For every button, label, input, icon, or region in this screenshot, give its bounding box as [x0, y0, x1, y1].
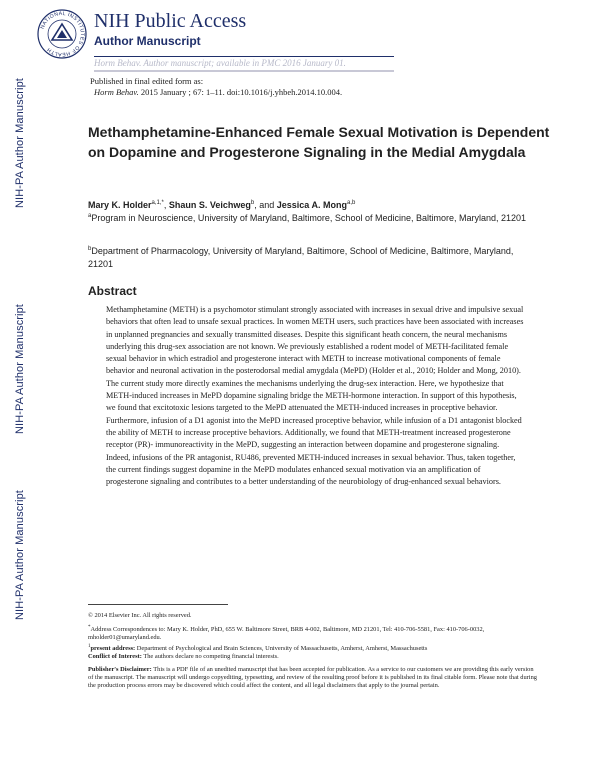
- author-sep: , and: [254, 200, 277, 210]
- author-name: Mary K. Holder: [88, 200, 152, 210]
- footnote-correspondence: [88, 624, 540, 643]
- footnote-rule: [88, 604, 228, 605]
- footnote-conflict: [88, 653, 540, 661]
- svg-text:NATIONAL INSTITUTES OF HEALTH: NATIONAL INSTITUTES OF HEALTH: [39, 10, 86, 58]
- footnote-correspondence-text: Address Correspondences to: Mary K. Holder, PhD, 655 W. Baltimore Street, BRB 4-002, Baltimore, MD 21201, Tel: 410-706-5581, Fax: 410-706-0032, mholder01@umaryland.edu.: [88, 626, 485, 642]
- article-title: Methamphetamine-Enhanced Female Sexual Motivation is Dependent on Dopamine and Progesterone Signaling in the Medial Amygdala: [88, 124, 550, 160]
- footnote-copyright: © 2014 Elsevier Inc. All rights reserved.: [88, 612, 192, 619]
- footnote-disclaimer-text: This is a PDF file of an unedited manuscript that has been accepted for publication. As a service to our customers we are providing this early version of the manuscript. The manuscript will undergo copyediting, typesetting, and review of the resulting proof before it is published in its final citable form. Please note that during the production process errors may be discovered which could affect the content, and all legal disclaimers that apply to the journal pertain.: [88, 666, 537, 690]
- nih-seal-logo: [36, 8, 88, 60]
- footnote-sup: *: [88, 625, 91, 630]
- brand-subtitle: Author Manuscript: [94, 34, 201, 48]
- side-label-top: NIH-PA Author Manuscript: [14, 78, 26, 208]
- affiliation-text: Department of Pharmacology, University of Maryland, Baltimore, School of Medicine, Baltimore, Maryland, 21201: [88, 246, 514, 269]
- side-label-bottom: NIH-PA Author Manuscript: [14, 490, 26, 620]
- publication-citation: [90, 87, 342, 98]
- author-sup: a,1,*: [151, 200, 164, 206]
- affiliation-sup: a: [88, 213, 92, 219]
- author-name: Shaun S. Veichweg: [168, 200, 251, 210]
- publication-label: Published in final edited form as:: [90, 76, 204, 86]
- brand-title: NIH Public Access: [94, 10, 247, 32]
- footnote-disclaimer-label: Publisher's Disclaimer:: [88, 666, 152, 673]
- publication-journal: Horm Behav.: [94, 87, 139, 97]
- author-sup: b: [250, 200, 255, 206]
- publication-info: [90, 76, 342, 98]
- footnote-sup: 1: [88, 644, 91, 649]
- footnote-present-text: Department of Psychological and Brain Sciences, University of Massachusetts, Amherst, Amherst, Massachusetts: [135, 645, 428, 653]
- publication-citation-text: 2015 January ; 67: 1–11. doi:10.1016/j.yhbeh.2014.10.004.: [138, 87, 343, 97]
- footnote-present-address: [88, 643, 540, 653]
- banner-journal-line: Horm Behav. Author manuscript; available in PMC 2016 January 01.: [94, 58, 346, 68]
- nih-brand: [94, 10, 246, 49]
- affiliation-text: Program in Neuroscience, University of Maryland, Baltimore, School of Medicine, Baltimore, Maryland, 21201: [91, 213, 527, 223]
- footnote-coi-text: The authors declare no competing financial interests.: [141, 653, 279, 660]
- side-label-middle: NIH-PA Author Manuscript: [14, 304, 26, 434]
- author-name: Jessica A. Mong: [276, 200, 347, 210]
- affiliation-sup: b: [88, 246, 92, 252]
- footnote-disclaimer: [88, 666, 540, 691]
- author-sep: ,: [163, 200, 169, 210]
- banner-rule: [94, 70, 394, 72]
- author-sup: a,b: [346, 200, 356, 206]
- banner-line: [94, 56, 394, 57]
- abstract-body: Methamphetamine (METH) is a psychomotor stimulant strongly associated with increases in sexual drive and impulsive sexual behaviors that often lead to unsafe sexual practices. In women METH users, such practices have been associated with increases in unplanned pregnancies and sexually transmitted diseases. Despite this significant heath concern, the neural mechanisms underlying this drug-sex association are not known. We previously established a rodent model of METH-facilitated female sexual behavior in which estradiol and progesterone interact with METH to increase motivational components of female behavior and neuronal activation in the posterodorsal medial amygdala (MePD) (Holder et al., 2010; Holder and Mong, 2010). The current study more directly examines the mechanisms underlying the drug-sex interaction. Here, we hypothesize that METH-induced increases in MePD dopamine signaling bridge the METH-hormone interaction. In support of this hypothesis, we found that excitotoxic lesions targeted to the MePD attenuated the METH-induced increases in proceptive behavior. Furthermore, infusion of a D1 agonist into the MePD increased proceptive behavior, while infusion of a D1 antagonist blocked the ability of METH to increase proceptive behaviors. Additionally, we found that METH-treatment increased progesterone receptor (PR)- immunoreactivity in the MePD, suggesting an interaction between dopamine and progesterone signaling. Indeed, infusions of the PR antagonist, RU486, prevented METH-induced increases in sexual behavior. Thus, taken together, the current findings suggest dopamine in the MePD modulates enhanced sexual motivation via an amplification of progesterone signaling and contributes to a better understanding of the neurobiology of drug-enhanced sexual behaviors.: [106, 305, 524, 487]
- footnote-coi-label: Conflict of Interest:: [88, 653, 142, 660]
- affiliation-b: [88, 243, 538, 271]
- abstract-heading: Abstract: [88, 284, 137, 298]
- affiliation-a: [88, 210, 538, 225]
- footnote-present-label: present address:: [90, 645, 136, 653]
